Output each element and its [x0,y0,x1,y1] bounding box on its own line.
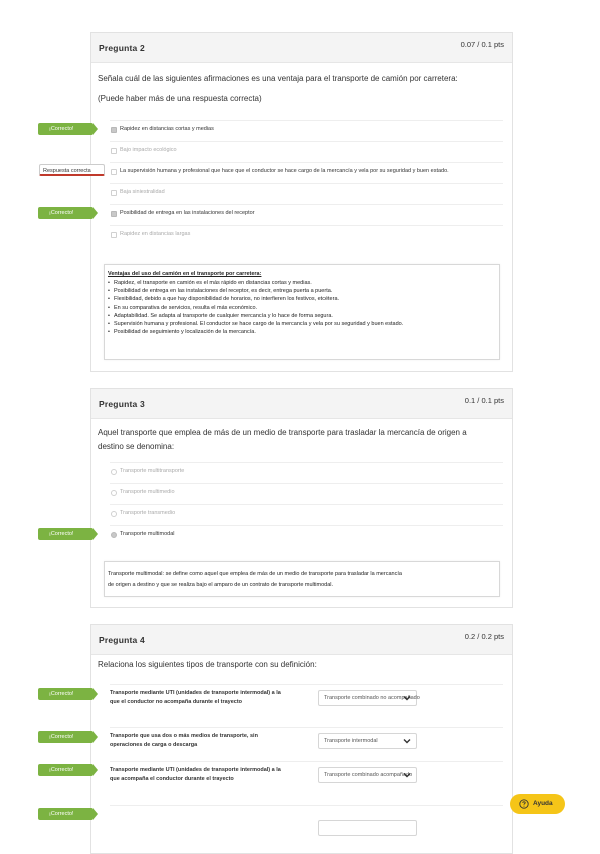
checkbox[interactable] [111,148,117,154]
feedback-item: • Rapidez, el transporte en camión es el más rápido en distancias cortas y medias. [108,279,496,287]
chevron-down-icon [402,693,412,703]
question-4-text: Relaciona los siguientes tipos de transporte con su definición: [98,660,317,669]
feedback-item: • Flexibilidad, debido a que hay disponibilidad de horarios, no interfieren los festivos, etcétera. [108,295,496,303]
radio[interactable] [111,490,117,496]
question-3-header [91,389,512,419]
checkbox[interactable] [111,232,117,238]
match-definition: Transporte que usa dos o más medios de transporte, sin operaciones de carga o descarga [110,733,258,748]
match-row [110,684,503,726]
radio[interactable] [111,532,117,538]
match-select[interactable] [318,820,417,836]
option-label: Posibilidad de entrega en las instalaciones del receptor [120,210,255,216]
help-button[interactable] [510,794,565,814]
question-4-header [91,625,512,655]
select-value: Transporte combinado acompañado [324,772,413,778]
checkbox[interactable] [111,127,117,133]
feedback-item: • Posibilidad de seguimiento y localización de la mercancía. [108,328,496,336]
option-label: Transporte multitransporte [120,468,185,474]
radio[interactable] [111,469,117,475]
option-row[interactable] [110,204,503,224]
option-row[interactable] [110,483,503,503]
question-2-score: 0.07 / 0.1 pts [460,40,504,49]
option-label: Transporte multimedio [120,489,175,495]
question-3-score: 0.1 / 0.1 pts [464,396,504,405]
help-label: Ayuda [533,800,553,807]
correct-answer-tag: Respuesta correcta [39,164,105,176]
match-row [110,805,503,848]
option-label: Baja siniestralidad [120,189,165,195]
question-2-feedback [104,264,500,360]
feedback-list [108,279,496,336]
option-row[interactable] [110,162,503,182]
option-label: La supervisión humana y profesional que hace que el conductor se hace cargo de la mercancía y vela por su seguridad y buen estado. [120,168,449,174]
option-label: Rapidez en distancias largas [120,231,191,237]
option-row[interactable] [110,525,503,545]
option-label: Bajo impacto ecológico [120,147,177,153]
correct-tag: ¡Correcto! [38,207,93,219]
question-3-text-line2: destino se denomina: [98,442,175,451]
checkbox[interactable] [111,190,117,196]
option-label: Rapidez en distancias cortas y medias [120,126,214,132]
checkbox[interactable] [111,211,117,217]
question-2-note: (Puede haber más de una respuesta correcta) [98,94,262,103]
feedback-item: • Supervisión humana y profesional. El conductor se hace cargo de la mercancía y vela por su seguridad y buen estado. [108,320,496,328]
match-select[interactable] [318,690,420,706]
option-label: Transporte multimodal [120,531,175,537]
match-row [110,761,503,805]
option-row[interactable] [110,462,503,482]
option-row[interactable] [110,225,503,245]
select-value: Transporte intermodal [324,738,378,744]
correct-tag: ¡Correcto! [38,123,93,135]
match-select[interactable] [318,733,417,749]
option-row[interactable] [110,141,503,161]
question-circle-icon [519,799,529,809]
option-row[interactable] [110,120,503,140]
feedback-item: • Posibilidad de entrega en las instalaciones del receptor, es decir, entrega puerta a puerta. [108,287,496,295]
select-value: Transporte combinado no acompañado [324,695,420,701]
question-3-text: Aquel transporte que emplea de más de un medio de transporte para trasladar la mercancía de origen a [98,428,467,437]
chevron-down-icon [402,736,412,746]
correct-tag: ¡Correcto! [38,764,93,776]
question-3-title: Pregunta 3 [99,399,145,409]
feedback-text-line2: de origen a destino y que se realiza bajo el amparo de un contrato de transporte multimodal. [108,582,334,588]
checkbox[interactable] [111,169,117,175]
radio[interactable] [111,511,117,517]
correct-tag: ¡Correcto! [38,808,93,820]
feedback-text: Transporte multimodal: se define como aquel que emplea de más de un medio de transporte para trasladar la mercancía [108,571,402,577]
match-definition: Transporte mediante UTI (unidades de transporte intermodal) a la que el conductor no acompaña durante el trayecto [110,690,281,705]
match-row [110,727,503,761]
question-3-feedback [104,561,500,597]
correct-tag: ¡Correcto! [38,731,93,743]
question-4-title: Pregunta 4 [99,635,145,645]
option-row[interactable] [110,183,503,203]
question-4-score: 0.2 / 0.2 pts [464,632,504,641]
question-2-title: Pregunta 2 [99,43,145,53]
feedback-item: • Adaptabilidad. Se adapta al transporte de cualquier mercancía y lo hace de forma segura. [108,312,496,320]
match-definition: Transporte mediante UTI (unidades de transporte intermodal) a la que acompaña el conductor durante el trayecto [110,767,281,782]
correct-tag: ¡Correcto! [38,528,93,540]
match-select[interactable] [318,767,417,783]
question-2-header [91,33,512,63]
chevron-down-icon [402,770,412,780]
feedback-title: Ventajas del uso del camión en el transporte por carretera: [108,271,262,277]
feedback-item: • En su comparativa de servicios, resulta el más económico. [108,304,496,312]
question-2-text: Señala cuál de las siguientes afirmaciones es una ventaja para el transporte de camión por carretera: [98,74,458,83]
option-label: Transporte transmedio [120,510,176,516]
option-row[interactable] [110,504,503,524]
correct-tag: ¡Correcto! [38,688,93,700]
